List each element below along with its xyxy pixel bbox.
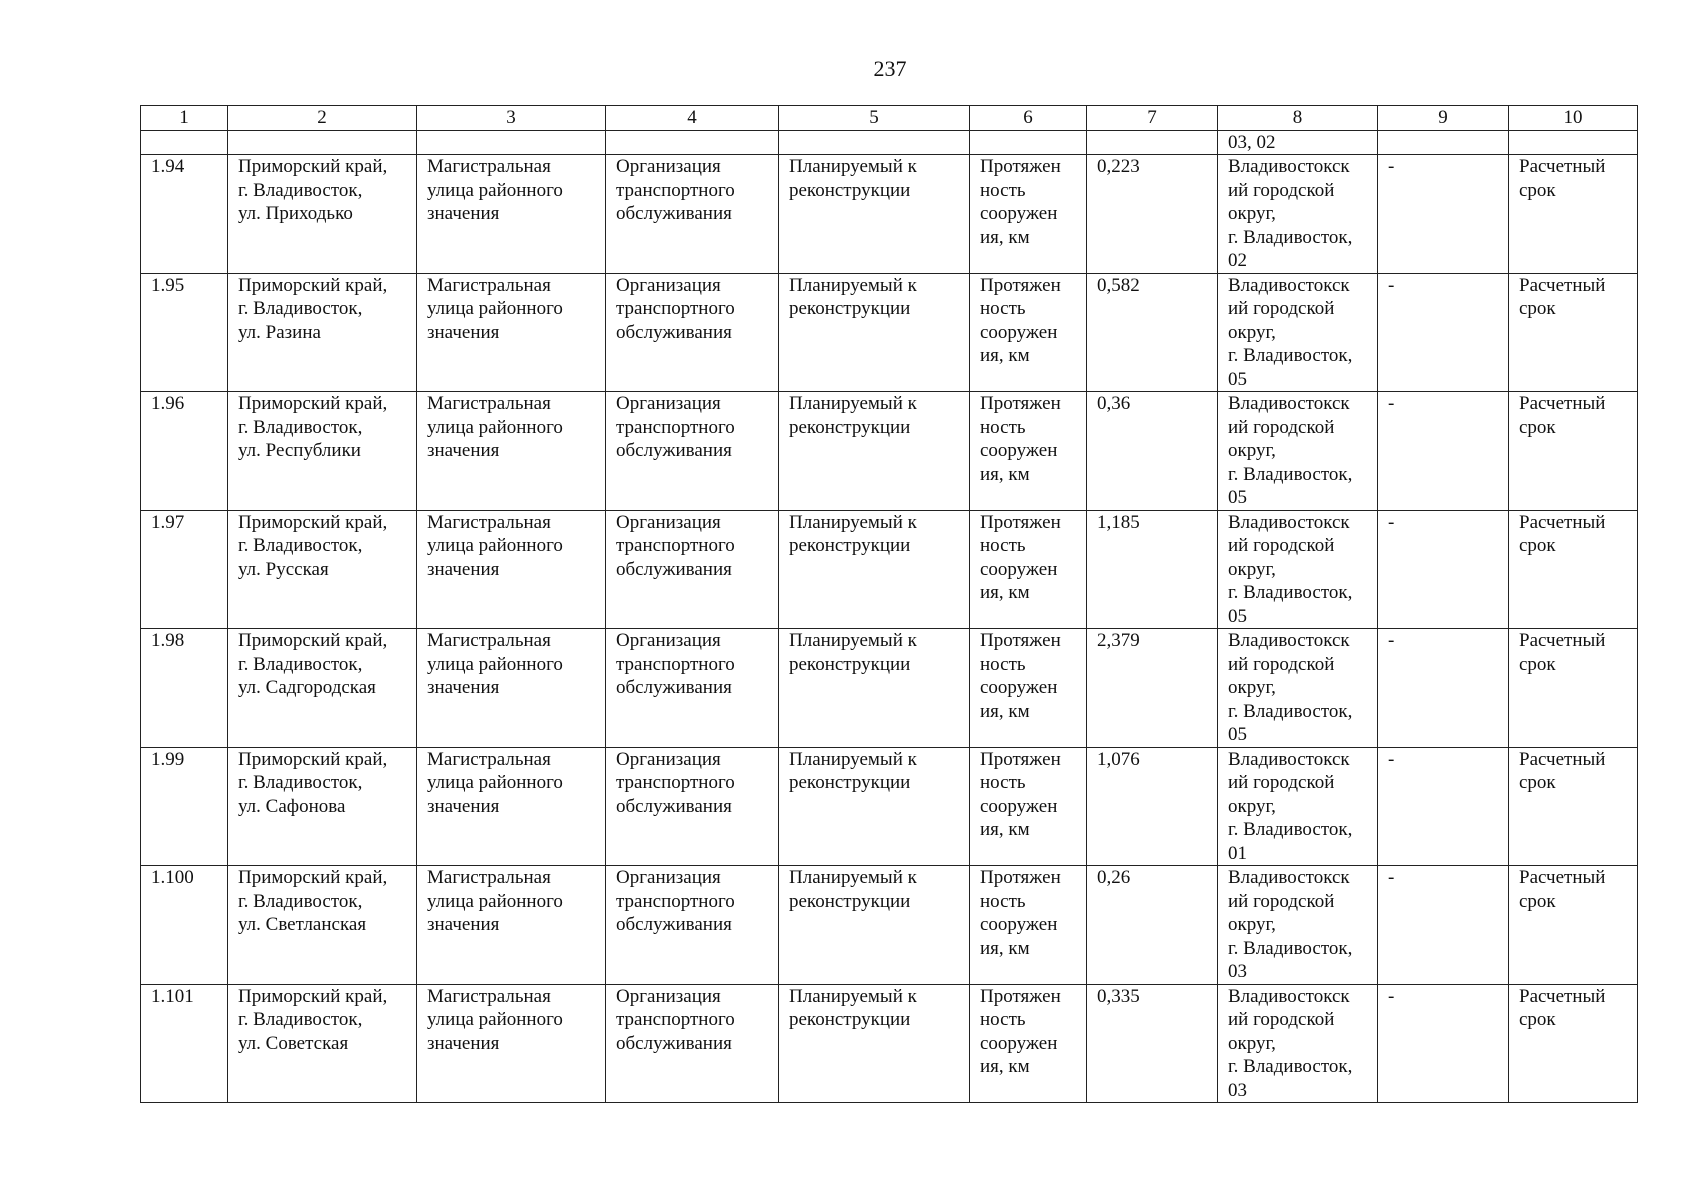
table-cell-col-9: - (1378, 747, 1509, 866)
table-cell-col-2 (228, 131, 417, 155)
table-cell-col-9: 9 (1378, 106, 1509, 131)
table-cell-col-2: Приморский край, г. Владивосток, ул. Республики (228, 392, 417, 511)
table-cell-col-8: Владивостокск ий городской округ, г. Владивосток, 02 (1218, 155, 1378, 274)
table-cell-col-10: Расчетный срок (1509, 866, 1638, 985)
table-cell-col-5 (779, 131, 970, 155)
table-cell-col-1: 1.99 (141, 747, 228, 866)
table-cell-col-10: Расчетный срок (1509, 629, 1638, 748)
table-cell-col-1: 1.95 (141, 273, 228, 392)
table-cell-col-10 (1509, 131, 1638, 155)
table-cell-col-6: Протяжен ность сооружен ия, км (970, 392, 1087, 511)
table-row (141, 510, 1638, 629)
table-cell-col-10: Расчетный срок (1509, 984, 1638, 1103)
column-number-row (141, 106, 1638, 131)
table-cell-col-7: 2,379 (1087, 629, 1218, 748)
data-table (140, 105, 1638, 1103)
table-cell-col-6: Протяжен ность сооружен ия, км (970, 510, 1087, 629)
table-cell-col-10: Расчетный срок (1509, 392, 1638, 511)
table-cell-col-9 (1378, 131, 1509, 155)
table-cell-col-2: Приморский край, г. Владивосток, ул. Светланская (228, 866, 417, 985)
continuation-row (141, 131, 1638, 155)
table-row (141, 392, 1638, 511)
table-cell-col-9: - (1378, 510, 1509, 629)
table-cell-col-4: Организация транспортного обслуживания (606, 155, 779, 274)
table-cell-col-7 (1087, 131, 1218, 155)
table-cell-col-7: 1,185 (1087, 510, 1218, 629)
table-cell-col-6: Протяжен ность сооружен ия, км (970, 747, 1087, 866)
table-cell-col-9: - (1378, 984, 1509, 1103)
table-cell-col-5: 5 (779, 106, 970, 131)
table-cell-col-7: 0,36 (1087, 392, 1218, 511)
table-cell-col-2: Приморский край, г. Владивосток, ул. Сафонова (228, 747, 417, 866)
table-cell-col-5: Планируемый к реконструкции (779, 747, 970, 866)
table-cell-col-5: Планируемый к реконструкции (779, 510, 970, 629)
table-cell-col-6 (970, 131, 1087, 155)
table-cell-col-8: Владивостокск ий городской округ, г. Владивосток, 05 (1218, 629, 1378, 748)
table-cell-col-10: Расчетный срок (1509, 510, 1638, 629)
table-cell-col-2: Приморский край, г. Владивосток, ул. Приходько (228, 155, 417, 274)
table-cell-col-3: Магистральная улица районного значения (417, 629, 606, 748)
table-cell-col-4: Организация транспортного обслуживания (606, 392, 779, 511)
table-cell-col-5: Планируемый к реконструкции (779, 273, 970, 392)
table-cell-col-1: 1.97 (141, 510, 228, 629)
table-cell-col-2: Приморский край, г. Владивосток, ул. Советская (228, 984, 417, 1103)
table-cell-col-6: Протяжен ность сооружен ия, км (970, 629, 1087, 748)
table-cell-col-8: Владивостокск ий городской округ, г. Владивосток, 03 (1218, 866, 1378, 985)
table-cell-col-8: Владивостокск ий городской округ, г. Владивосток, 05 (1218, 510, 1378, 629)
table-cell-col-1: 1.96 (141, 392, 228, 511)
table-cell-col-9: - (1378, 392, 1509, 511)
table-cell-col-4: Организация транспортного обслуживания (606, 273, 779, 392)
table-cell-col-6: 6 (970, 106, 1087, 131)
table-cell-col-4 (606, 131, 779, 155)
table-cell-col-10: 10 (1509, 106, 1638, 131)
table-cell-col-8: Владивостокск ий городской округ, г. Владивосток, 01 (1218, 747, 1378, 866)
table-cell-col-8: 03, 02 (1218, 131, 1378, 155)
table-row (141, 273, 1638, 392)
table-cell-col-3: Магистральная улица районного значения (417, 510, 606, 629)
table-cell-col-2: Приморский край, г. Владивосток, ул. Разина (228, 273, 417, 392)
table-cell-col-7: 7 (1087, 106, 1218, 131)
table-cell-col-6: Протяжен ность сооружен ия, км (970, 273, 1087, 392)
table-cell-col-1: 1.94 (141, 155, 228, 274)
table-cell-col-10: Расчетный срок (1509, 747, 1638, 866)
table-cell-col-2: Приморский край, г. Владивосток, ул. Русская (228, 510, 417, 629)
table-row (141, 155, 1638, 274)
table-cell-col-10: Расчетный срок (1509, 155, 1638, 274)
table-cell-col-6: Протяжен ность сооружен ия, км (970, 984, 1087, 1103)
table-cell-col-6: Протяжен ность сооружен ия, км (970, 866, 1087, 985)
table-cell-col-3: Магистральная улица районного значения (417, 392, 606, 511)
table-cell-col-9: - (1378, 866, 1509, 985)
table-cell-col-9: - (1378, 155, 1509, 274)
table-row (141, 747, 1638, 866)
table-cell-col-7: 0,223 (1087, 155, 1218, 274)
table-cell-col-3: Магистральная улица районного значения (417, 273, 606, 392)
table-cell-col-8: Владивостокск ий городской округ, г. Владивосток, 05 (1218, 392, 1378, 511)
table-cell-col-5: Планируемый к реконструкции (779, 866, 970, 985)
table-cell-col-1: 1 (141, 106, 228, 131)
table-cell-col-4: 4 (606, 106, 779, 131)
table-cell-col-10: Расчетный срок (1509, 273, 1638, 392)
table-cell-col-9: - (1378, 629, 1509, 748)
table-cell-col-7: 1,076 (1087, 747, 1218, 866)
table-cell-col-3 (417, 131, 606, 155)
table-cell-col-3: Магистральная улица районного значения (417, 984, 606, 1103)
table-cell-col-8: Владивостокск ий городской округ, г. Владивосток, 03 (1218, 984, 1378, 1103)
table-cell-col-1: 1.98 (141, 629, 228, 748)
table-cell-col-7: 0,26 (1087, 866, 1218, 985)
table-cell-col-4: Организация транспортного обслуживания (606, 866, 779, 985)
table-cell-col-4: Организация транспортного обслуживания (606, 984, 779, 1103)
table-cell-col-3: 3 (417, 106, 606, 131)
table-row (141, 629, 1638, 748)
table-cell-col-2: Приморский край, г. Владивосток, ул. Садгородская (228, 629, 417, 748)
table-cell-col-4: Организация транспортного обслуживания (606, 629, 779, 748)
table-cell-col-8: Владивостокск ий городской округ, г. Владивосток, 05 (1218, 273, 1378, 392)
table-cell-col-1: 1.101 (141, 984, 228, 1103)
table-cell-col-3: Магистральная улица районного значения (417, 155, 606, 274)
table-cell-col-1: 1.100 (141, 866, 228, 985)
table-cell-col-5: Планируемый к реконструкции (779, 984, 970, 1103)
table-cell-col-7: 0,582 (1087, 273, 1218, 392)
table-cell-col-4: Организация транспортного обслуживания (606, 510, 779, 629)
table-cell-col-8: 8 (1218, 106, 1378, 131)
table-row (141, 984, 1638, 1103)
table-cell-col-4: Организация транспортного обслуживания (606, 747, 779, 866)
table-cell-col-2: 2 (228, 106, 417, 131)
table-cell-col-9: - (1378, 273, 1509, 392)
table-cell-col-5: Планируемый к реконструкции (779, 629, 970, 748)
table-row (141, 866, 1638, 985)
table-body (141, 106, 1638, 1103)
table-cell-col-5: Планируемый к реконструкции (779, 155, 970, 274)
table-cell-col-3: Магистральная улица районного значения (417, 747, 606, 866)
table-cell-col-7: 0,335 (1087, 984, 1218, 1103)
table-cell-col-3: Магистральная улица районного значения (417, 866, 606, 985)
table-cell-col-5: Планируемый к реконструкции (779, 392, 970, 511)
table-cell-col-1 (141, 131, 228, 155)
page-number: 237 (873, 56, 907, 81)
table-cell-col-6: Протяжен ность сооружен ия, км (970, 155, 1087, 274)
